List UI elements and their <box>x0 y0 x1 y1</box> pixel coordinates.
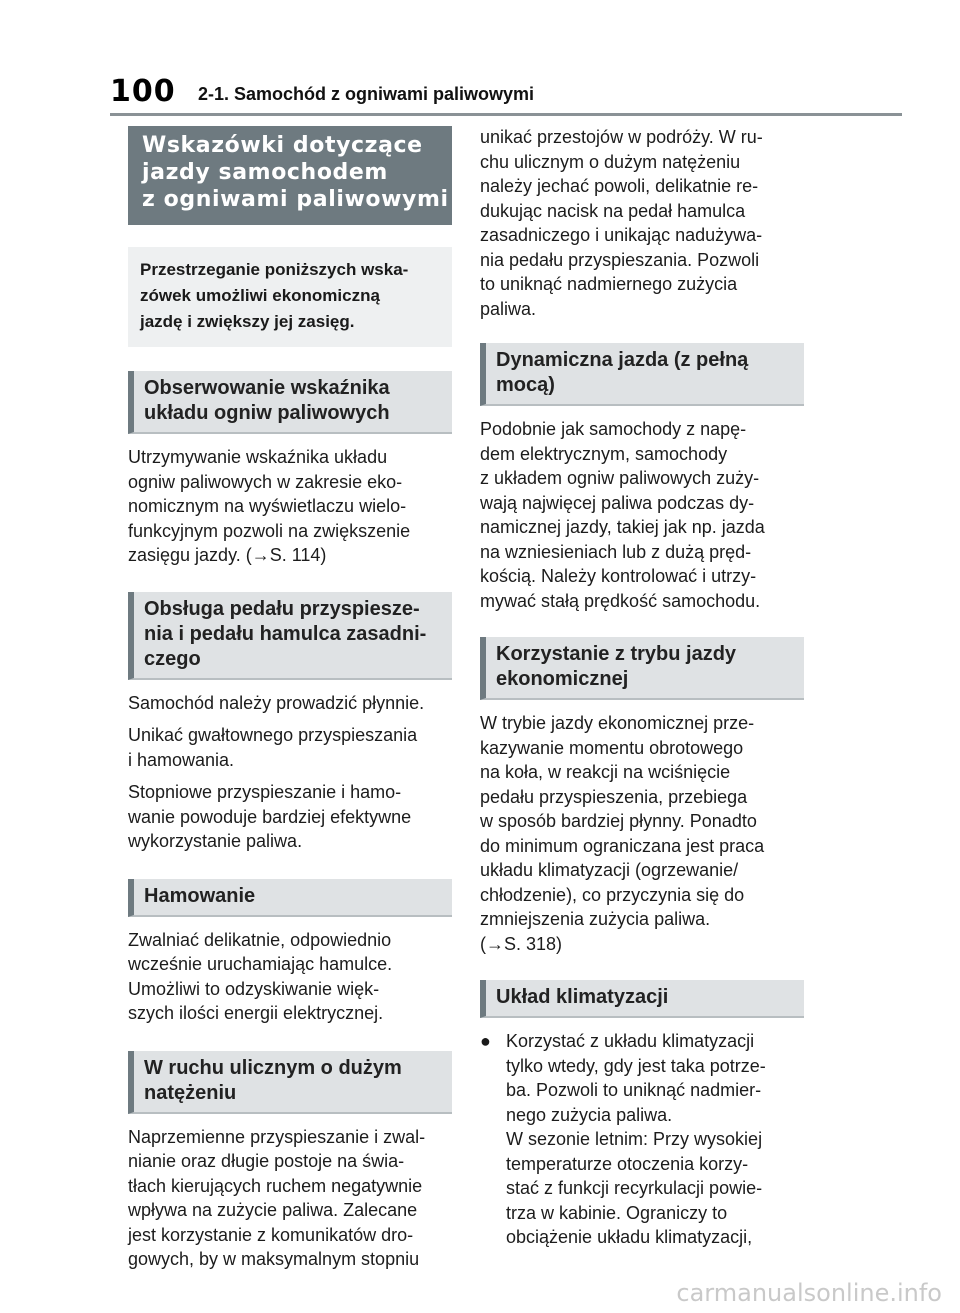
text-line: nia i pedału hamulca zasadni- <box>144 622 427 645</box>
text-line: temperaturze otoczenia korzy- <box>506 1153 749 1174</box>
text-line: nia pedału przyspieszania. Pozwoli <box>480 249 760 270</box>
text-line: zówek umożliwi ekonomiczną <box>140 286 380 305</box>
chapter-title: 2-1. Samochód z ogniwami paliwowymi <box>198 84 535 104</box>
text-line: Podobnie jak samochody z napę- <box>480 419 747 439</box>
text-line: Unikać gwałtownego przyspieszania <box>128 725 418 745</box>
paragraph-heavy-traffic-cont <box>480 125 804 321</box>
text-line: jazdy samochodem <box>142 160 388 185</box>
text-line: Dynamiczna jazda (z pełną <box>496 349 749 371</box>
text-line: paliwa. <box>480 298 537 319</box>
text-line: kością. Należy kontrolować i utrzy- <box>480 566 757 586</box>
text-line: Przestrzeganie poniższych wska- <box>140 260 409 279</box>
text-line: Hamowanie <box>144 884 256 907</box>
text-line: obciążenie układu klimatyzacji, <box>506 1227 753 1247</box>
heading-fuel-cell-indicator <box>128 371 452 434</box>
watermark: carmanualsonline.info <box>676 1279 942 1307</box>
text-line: jest korzystanie z komunikatów dro- <box>128 1224 414 1245</box>
paragraph-fuel-cell-indicator <box>128 445 452 568</box>
left-column <box>128 126 452 1272</box>
bullet-text <box>506 1029 766 1250</box>
paragraph-pedals-3 <box>128 780 452 854</box>
heading-pedals <box>128 592 452 680</box>
section-title-box <box>128 126 452 225</box>
text-line: kazywanie momentu obrotowego <box>480 737 744 758</box>
paragraph-braking <box>128 928 452 1026</box>
text-line: Obsługa pedału przyspiesze- <box>144 597 420 620</box>
text-line: Korzystać z układu klimatyzacji <box>506 1031 755 1051</box>
text-line: wają najwięcej paliwa podczas dy- <box>480 492 755 513</box>
page-number: 100 <box>110 74 176 109</box>
text-line: pedału przyspieszenia, przebiega <box>480 786 748 807</box>
text-line: Naprzemienne przyspieszanie i zwal- <box>128 1126 426 1147</box>
text-line: tylko wtedy, gdy jest taka potrze- <box>506 1055 766 1076</box>
bullet-item-air-conditioning <box>480 1029 804 1250</box>
heading-braking <box>128 879 452 917</box>
text-line: Umożliwi to odzyskiwanie więk- <box>128 978 380 999</box>
text-line: układu ogniw paliwowych <box>144 402 390 424</box>
text-line: do minimum ograniczana jest praca <box>480 835 765 856</box>
text-line: na wzniesieniach lub z dużą pręd- <box>480 541 752 562</box>
text-line: wcześnie uruchamiając hamulce. <box>128 954 393 974</box>
text-line: chłodzenie), co przyczynia się do <box>480 884 745 905</box>
heading-eco-mode <box>480 637 804 700</box>
intro-box <box>128 247 452 347</box>
text-line: unikać przestojów w podróży. W ru- <box>480 127 763 147</box>
text-line: wanie powoduje bardziej efektywne <box>128 806 412 827</box>
text-line: gowych, by w maksymalnym stopniu <box>128 1249 420 1269</box>
text-line: należy jechać powoli, delikatnie re- <box>480 176 759 196</box>
text-line: ekonomicznej <box>496 668 629 690</box>
text-line: z układem ogniw paliwowych zuży- <box>480 468 760 488</box>
heading-dynamic-driving <box>480 343 804 406</box>
text-line: czego <box>144 647 201 670</box>
text-line: mywać stałą prędkość samochodu. <box>480 590 761 611</box>
text-line: układu klimatyzacji (ogrzewanie/ <box>480 860 739 880</box>
text-line: i hamowania. <box>128 749 235 770</box>
text-line: zmniejszenia zużycia paliwa. <box>480 909 711 929</box>
text-line: Obserwowanie wskaźnika <box>144 377 390 399</box>
text-line: chu ulicznym o dużym natężeniu <box>480 151 741 172</box>
text-line: natężeniu <box>144 1081 237 1104</box>
text-line: stać z funkcji recyrkulacji powie- <box>506 1178 763 1198</box>
text-line: zasadniczego i unikając nadużywa- <box>480 225 763 245</box>
text-line: trza w kabinie. Ograniczy to <box>506 1202 728 1223</box>
text-line: nomicznym na wyświetlaczu wielo- <box>128 496 407 516</box>
text-line: tłach kierujących ruchem negatywnie <box>128 1175 423 1196</box>
text-line: wykorzystanie paliwa. <box>128 831 303 851</box>
paragraph-pedals-1 <box>128 691 452 716</box>
text-line: nianie oraz długie postoje na świa- <box>128 1151 405 1171</box>
text-line: ogniw paliwowych w zakresie eko- <box>128 471 403 492</box>
text-line: Korzystanie z trybu jazdy <box>496 643 737 665</box>
text-line: (→S. 318) <box>480 933 563 954</box>
text-line: funkcyjnym pozwoli na zwiększenie <box>128 520 411 541</box>
text-line: nego zużycia paliwa. <box>506 1104 673 1125</box>
text-line: W sezonie letnim: Przy wysokiej <box>506 1129 763 1149</box>
text-line: szych ilości energii elektrycznej. <box>128 1003 384 1023</box>
paragraph-pedals-2 <box>128 723 452 772</box>
text-line: z ogniwami paliwowymi <box>142 187 449 212</box>
heading-heavy-traffic <box>128 1051 452 1114</box>
text-line: W trybie jazdy ekonomicznej prze- <box>480 713 755 733</box>
text-line: zasięgu jazdy. (→S. 114) <box>128 545 327 565</box>
text-line: Układ klimatyzacji <box>496 986 669 1008</box>
text-line: W ruchu ulicznym o dużym <box>144 1056 402 1079</box>
text-line: na koła, w reakcji na wciśnięcie <box>480 762 731 782</box>
text-line: to uniknąć nadmiernego zużycia <box>480 274 738 294</box>
text-line: dem elektrycznym, samochody <box>480 443 728 464</box>
right-column <box>480 126 804 1250</box>
text-line: jazdę i zwiększy jej zasięg. <box>140 312 355 331</box>
text-line: Stopniowe przyspieszanie i hamo- <box>128 782 402 802</box>
header-divider <box>110 113 902 116</box>
text-line: wpływa na zużycie paliwa. Zalecane <box>128 1200 418 1220</box>
text-line: Wskazówki dotyczące <box>142 133 423 158</box>
paragraph-eco-mode <box>480 711 804 956</box>
text-line: Utrzymywanie wskaźnika układu <box>128 447 388 467</box>
text-line: namicznej jazdy, takiej jak np. jazda <box>480 517 765 537</box>
text-line: w sposób bardziej płynny. Ponadto <box>480 811 757 831</box>
bullet-icon: ● <box>480 1031 491 1051</box>
paragraph-heavy-traffic <box>128 1125 452 1272</box>
text-line: dukując nacisk na pedał hamulca <box>480 200 746 221</box>
text-line: ba. Pozwoli to uniknąć nadmier- <box>506 1080 762 1100</box>
text-line: Samochód należy prowadzić płynnie. <box>128 692 425 713</box>
paragraph-dynamic-driving <box>480 417 804 613</box>
text-line: mocą) <box>496 374 555 396</box>
text-line: Zwalniać delikatnie, odpowiednio <box>128 929 392 950</box>
page-header <box>0 0 960 118</box>
heading-air-conditioning <box>480 980 804 1018</box>
